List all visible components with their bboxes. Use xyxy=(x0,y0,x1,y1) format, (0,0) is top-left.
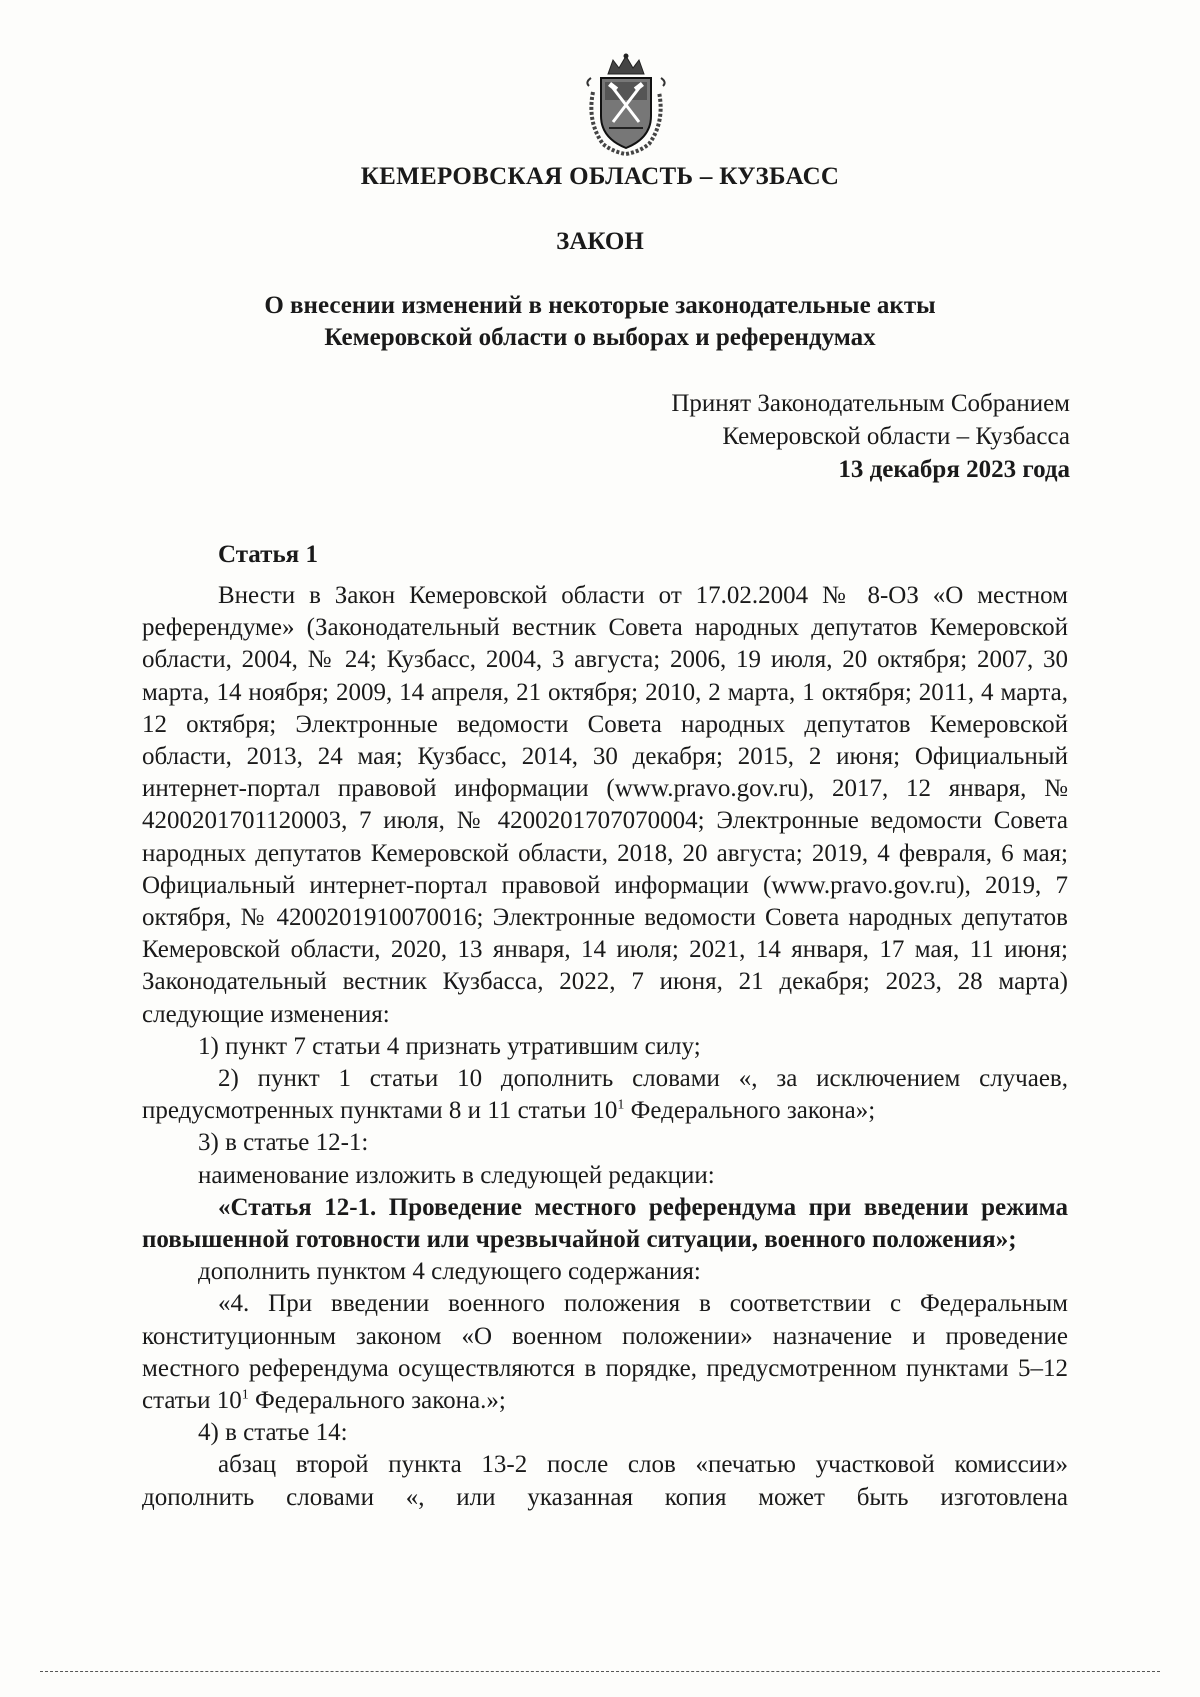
article-intro-paragraph: Внести в Закон Кемеровской области от 17.02.2004 № 8-ОЗ «О местном референдуме» (Законодательный вестник Совета народных депутатов Кемеровской области, 2004, № 24; Кузбасс, 2004, 3 августа; 2006, 19 июля, 20 октября; 2007, 30 марта, 14 ноября; 2009, 14 апреля, 21 октября; 2010, 2 марта, 1 октября; 2011, 4 марта, 12 октября; Электронные ведомости Совета народных депутатов Кемеровской области, 2013, 24 мая; Кузбасс, 2014, 30 декабря; 2015, 2 июня; Официальный интернет-портал правовой информации (www.pravo.gov.ru), 2017, 12 января, № 4200201701120003, 7 июля, № 4200201707070004; Электронные ведомости Совета народных депутатов Кемеровской области, 2018, 20 августа; 2019, 4 февраля, 6 мая; Официальный интернет-портал правовой информации (www.pravo.gov.ru), 2019, 7 октября, № 4200201910070016; Электронные ведомости Совета народных депутатов Кемеровской области, 2020, 13 января, 14 июля; 2021, 14 января, 17 мая, 11 июня; Законодательный вестник Кузбасса, 2022, 7 июня, 21 декабря; 2023, 28 марта) следующие изменения: xyxy=(142,582,1068,1028)
list-item: 1) пункт 7 статьи 4 признать утратившим силу; xyxy=(198,1032,701,1060)
region-title: КЕМЕРОВСКАЯ ОБЛАСТЬ – КУЗБАСС xyxy=(360,163,840,190)
adoption-date: 13 декабря 2023 года xyxy=(838,456,1070,483)
article-body xyxy=(142,580,1068,1514)
title-line: Кемеровской области о выборах и референдумах xyxy=(324,324,876,351)
list-item: 4) в статье 14: xyxy=(198,1419,348,1447)
quoted-article-title: «Статья 12-1. Проведение местного референдума при введении режима повышенной готовности или чрезвычайной ситуации, военного положения»; xyxy=(142,1193,1068,1254)
list-item: 2) пункт 1 статьи 10 дополнить словами «, за исключением случаев, предусмотренных пунктами 8 и 11 статьи $10^1$ Федерального закона»; xyxy=(142,1065,1068,1125)
quoted-paragraph: «4. При введении военного положения в соответствии с Федеральным конституционным законом «О военном положении» назначение и проведение местного референдума осуществляются в порядке, предусмотренном пунктами 5–12 статьи $10^1$ Федерального закона.»; xyxy=(142,1290,1068,1415)
document-title xyxy=(0,290,1200,354)
adoption-block xyxy=(671,387,1070,486)
document-type: ЗАКОН xyxy=(556,228,644,255)
adoption-line: Кемеровской области – Кузбасса xyxy=(722,423,1070,450)
title-line: О внесении изменений в некоторые законодательные акты xyxy=(264,292,936,319)
adoption-line: Принят Законодательным Собранием xyxy=(671,390,1070,417)
coat-of-arms-icon xyxy=(583,52,669,156)
paragraph: дополнить пунктом 4 следующего содержания: xyxy=(198,1258,701,1286)
paragraph: наименование изложить в следующей редакции: xyxy=(198,1161,715,1189)
page-bottom-rule xyxy=(40,1671,1160,1672)
list-item: 3) в статье 12-1: xyxy=(198,1129,369,1157)
paragraph: абзац второй пункта 13-2 после слов «печатью участковой комиссии» дополнить словами «, или указанная копия может быть изготовлена xyxy=(142,1451,1068,1511)
article-heading: Статья 1 xyxy=(218,541,318,568)
